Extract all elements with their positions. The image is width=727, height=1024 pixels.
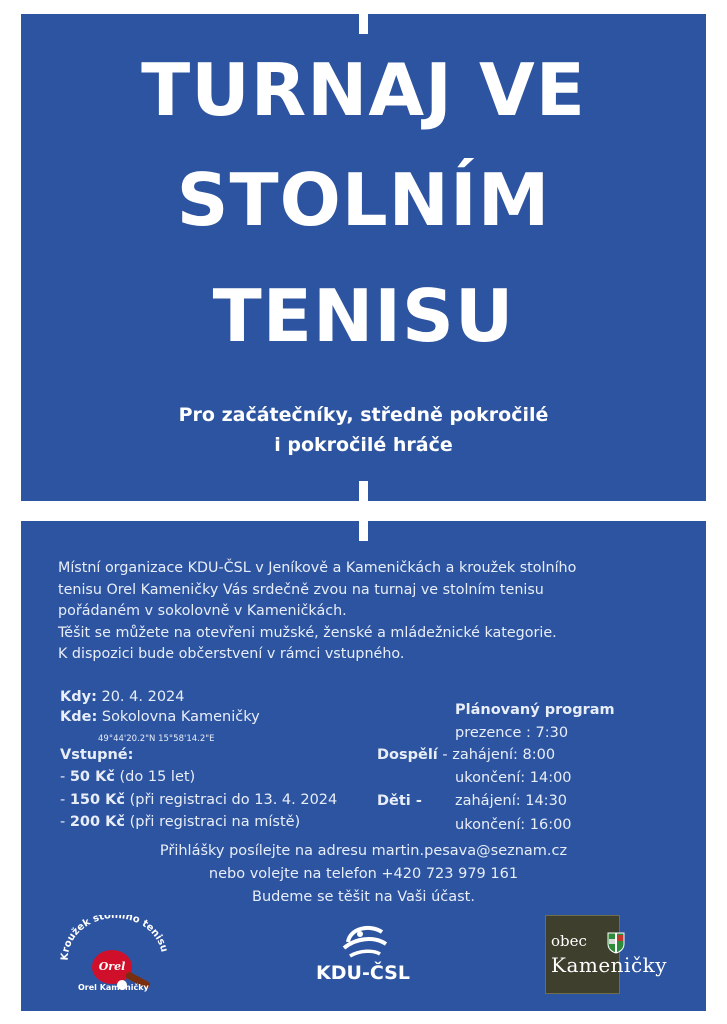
fee-title: Vstupné:: [60, 747, 134, 763]
intro-line: tenisu Orel Kameničky Vás srdečně zvou na turnaj ve stolním tenisu: [58, 581, 544, 598]
fee-amount: 200 Kč: [69, 814, 125, 830]
obec-kamenicky-logo: [530, 912, 690, 997]
event-date: [60, 687, 185, 707]
contact-phone-line: nebo volejte na telefon +420 723 979 161: [208, 866, 519, 882]
page-title-line-1: TURNAJ VE: [141, 48, 586, 132]
subtitle-line-2: i pokročilé hráče: [274, 434, 453, 456]
date-label: Kdy:: [60, 689, 97, 705]
intro-line: Místní organizace KDU-ČSL v Jeníkově a Kameničkách a kroužek stolního: [58, 560, 577, 576]
fee-item: [60, 812, 300, 832]
intro-line: pořádaném v sokolovně v Kameničkách.: [58, 603, 347, 619]
location-value: Sokolovna Kameničky: [101, 709, 260, 725]
orel-club-logo: [50, 915, 180, 1000]
orel-brand-text: Orel: [98, 960, 126, 973]
adults-label: Dospělí: [377, 747, 438, 763]
kdu-logo-text: KDU-ČSL: [316, 962, 410, 984]
program-kids-end: ukončení: 16:00: [455, 817, 572, 833]
intro-line: Těšit se můžete na otevřeni mužské, ženské a mládežnické kategorie.: [58, 624, 557, 641]
fee-prefix: -: [60, 769, 70, 785]
fee-item: [60, 790, 337, 810]
obec-name: Kameničky: [551, 953, 668, 977]
kids-label: Děti -: [377, 793, 422, 809]
location-coordinates: 49°44'20.2"N 15°58'14.2"E: [98, 734, 215, 744]
program-adults-end: ukončení: 14:00: [455, 770, 572, 786]
kdu-emblem-icon: [298, 920, 428, 964]
date-value: 20. 4. 2024: [101, 689, 185, 705]
adults-start: - zahájení: 8:00: [437, 747, 556, 763]
closing-line: Budeme se těšit na Vaši účast.: [252, 889, 475, 905]
page-title-line-3: TENISU: [212, 274, 515, 358]
obec-label: obec: [551, 932, 587, 950]
intro-line: K dispozici bude občerstvení v rámci vstupného.: [58, 646, 405, 662]
fee-note: (při registraci na místě): [125, 814, 301, 830]
program-kids-start: zahájení: 14:30: [455, 793, 568, 809]
location-label: Kde:: [60, 709, 98, 725]
orel-name: Orel Kameničky: [78, 983, 149, 992]
contact-email-line: Přihlášky posílejte na adresu martin.pesava@seznam.cz: [159, 843, 568, 859]
divider-notch: [359, 521, 368, 541]
fee-amount: 150 Kč: [69, 792, 125, 808]
fee-note: (při registraci do 13. 4. 2024: [125, 792, 338, 808]
coat-of-arms-icon: [607, 932, 625, 954]
fee-prefix: -: [60, 792, 70, 808]
fee-item: [60, 767, 195, 787]
divider-notch: [359, 481, 368, 501]
program-title: Plánovaný program: [455, 702, 615, 718]
orel-arc-text: Kroužek stolního tenisu: [59, 915, 170, 961]
program-presence: prezence : 7:30: [455, 725, 569, 741]
page-title-line-2: STOLNÍM: [176, 158, 551, 242]
kdu-csl-logo: [298, 920, 428, 990]
event-location: [60, 707, 260, 727]
fee-note: (do 15 let): [114, 769, 196, 785]
subtitle-line-1: Pro začátečníky, středně pokročilé: [178, 404, 549, 426]
program-adults: [377, 745, 555, 765]
fee-amount: 50 Kč: [69, 769, 115, 785]
intro-paragraph: [58, 558, 688, 666]
divider-notch: [359, 14, 368, 34]
fee-prefix: -: [60, 814, 70, 830]
